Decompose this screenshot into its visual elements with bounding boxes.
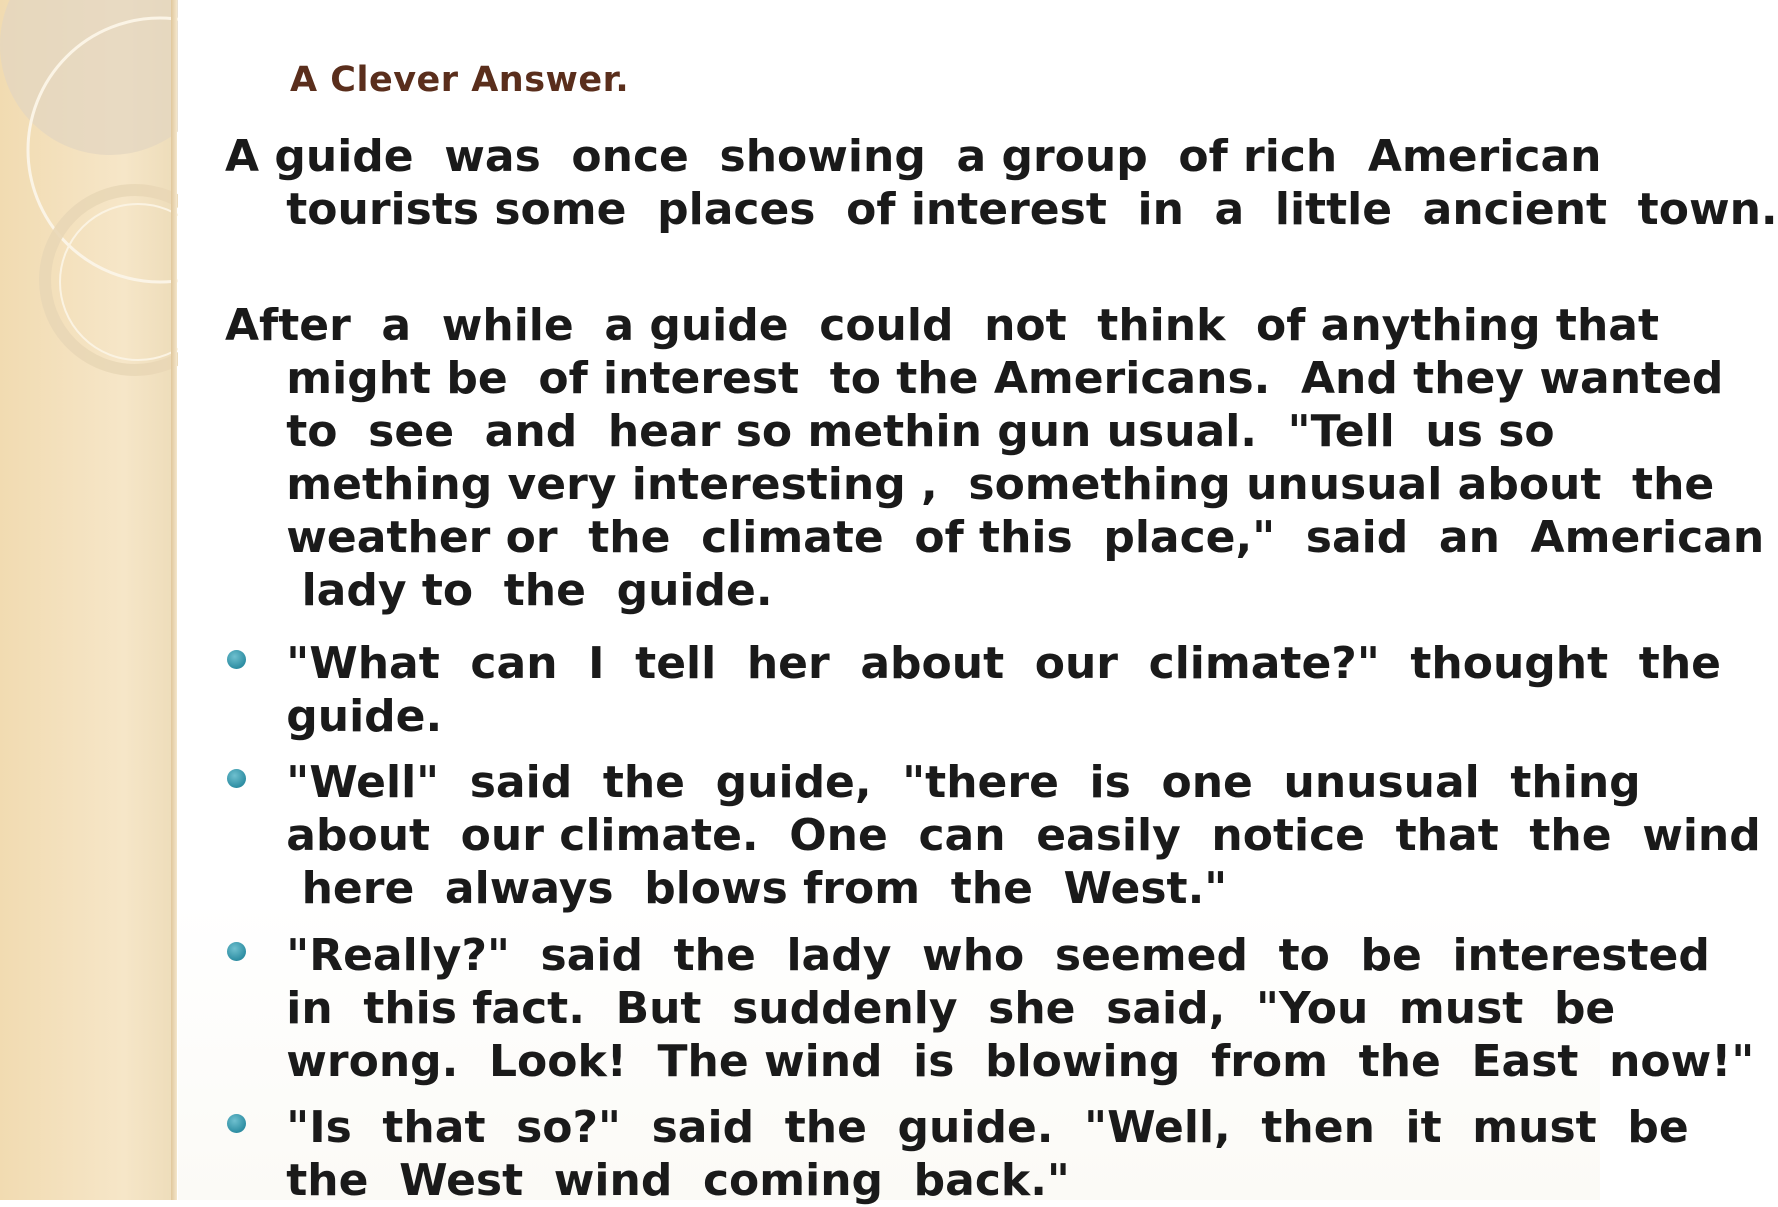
text-line: might be of interest to the Americans. And they wanted <box>225 353 1724 404</box>
paragraph-after-a-while <box>225 299 1765 617</box>
bullet-item <box>225 637 1721 743</box>
text-line: "Well" said the guide, "there is one unusual thing <box>225 757 1641 808</box>
text-line: about our climate. One can easily notice that the wind <box>225 810 1761 861</box>
text-line: lady to the guide. <box>225 565 773 616</box>
text-line: weather or the climate of this place," said an American <box>225 512 1765 563</box>
text-line: "What can I tell her about our climate?" thought the <box>225 638 1721 689</box>
bullet-item <box>225 756 1761 915</box>
decorative-circles <box>0 0 177 1200</box>
bullet-item <box>225 929 1755 1088</box>
paragraph-intro <box>225 130 1778 236</box>
text-line: guide. <box>225 691 443 742</box>
text-line: "Really?" said the lady who seemed to be interested <box>225 930 1710 981</box>
bullet-item <box>225 1101 1689 1207</box>
side-panel-edge <box>171 0 177 1200</box>
text-line: After a while a guide could not think of anything that <box>225 300 1660 351</box>
text-line: to see and hear so methin gun usual. "Tell us so <box>225 406 1555 457</box>
text-line: tourists some places of interest in a little ancient town. <box>225 184 1778 235</box>
text-line: in this fact. But suddenly she said, "You must be <box>225 983 1616 1034</box>
decorative-side-panel <box>0 0 177 1200</box>
text-line: mething very interesting , something unusual about the <box>225 459 1715 510</box>
text-line: wrong. Look! The wind is blowing from the East now!" <box>225 1036 1755 1087</box>
text-line: the West wind coming back." <box>225 1155 1070 1206</box>
text-line: A guide was once showing a group of rich American <box>225 131 1602 182</box>
text-line: "Is that so?" said the guide. "Well, then it must be <box>225 1102 1689 1153</box>
text-line: here always blows from the West." <box>225 863 1228 914</box>
slide-title: A Clever Answer. <box>290 60 630 100</box>
